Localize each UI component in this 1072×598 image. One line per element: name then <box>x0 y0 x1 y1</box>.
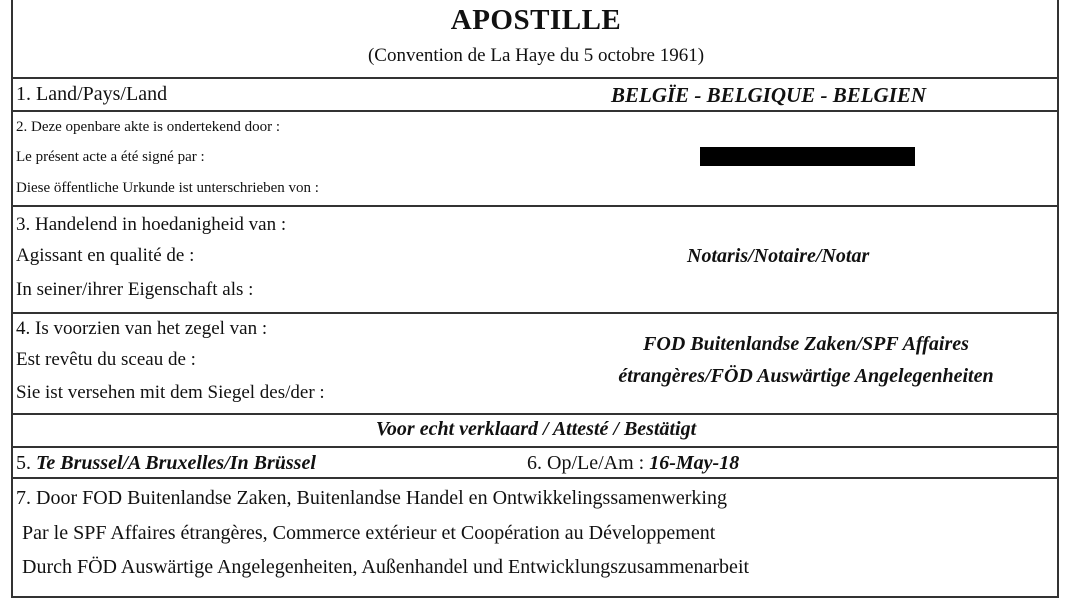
signed-by-label-de: Diese öffentliche Urkunde ist unterschrieben von : <box>16 180 319 196</box>
authority-line-de: Durch FÖD Auswärtige Angelegenheiten, Außenhandel und Entwicklungszusammenarbeit <box>22 556 750 578</box>
date-value: 16-May-18 <box>649 452 740 474</box>
document-subtitle: (Convention de La Haye du 5 octobre 1961) <box>367 45 705 66</box>
row-divider <box>11 413 1059 415</box>
seal-value-line1: FOD Buitenlandse Zaken/SPF Affaires <box>643 333 969 355</box>
place-value: Te Brussel/A Bruxelles/In Brüssel <box>36 452 316 474</box>
capacity-label-fr: Agissant en qualité de : <box>16 245 195 266</box>
row-divider <box>11 446 1059 448</box>
row-divider <box>11 205 1059 207</box>
row-divider <box>11 312 1059 314</box>
row-divider <box>11 77 1059 79</box>
country-label: 1. Land/Pays/Land <box>16 83 168 105</box>
row-divider <box>11 110 1059 112</box>
authority-line-nl: 7. Door FOD Buitenlandse Zaken, Buitenlandse Handel en Ontwikkelingssamenwerking <box>16 487 727 509</box>
seal-value-line2: étrangères/FÖD Auswärtige Angelegenheiten <box>618 365 994 387</box>
capacity-label-de: In seiner/ihrer Eigenschaft als : <box>16 279 254 300</box>
signed-by-label-fr: Le présent acte a été signé par : <box>16 149 205 165</box>
signed-by-label-nl: 2. Deze openbare akte is ondertekend door : <box>16 119 281 135</box>
seal-label-de: Sie ist versehen mit dem Siegel des/der : <box>16 382 325 403</box>
country-value: BELGÏE - BELGIQUE - BELGIEN <box>611 83 927 107</box>
place-field <box>16 452 316 475</box>
document-title: APOSTILLE <box>450 4 622 36</box>
capacity-value: Notaris/Notaire/Notar <box>687 245 870 267</box>
seal-label-fr: Est revêtu du sceau de : <box>16 349 196 370</box>
seal-label-nl: 4. Is voorzien van het zegel van : <box>16 318 268 339</box>
date-field <box>527 452 739 475</box>
place-number: 5. <box>16 452 36 474</box>
redacted-signature-name <box>700 147 915 166</box>
capacity-label-nl: 3. Handelend in hoedanigheid van : <box>16 214 287 235</box>
certified-heading: Voor echt verklaard / Attesté / Bestätigt <box>375 418 697 440</box>
date-label: 6. Op/Le/Am : <box>527 452 650 474</box>
authority-line-fr: Par le SPF Affaires étrangères, Commerce extérieur et Coopération au Développement <box>22 522 716 544</box>
row-divider <box>11 477 1059 479</box>
